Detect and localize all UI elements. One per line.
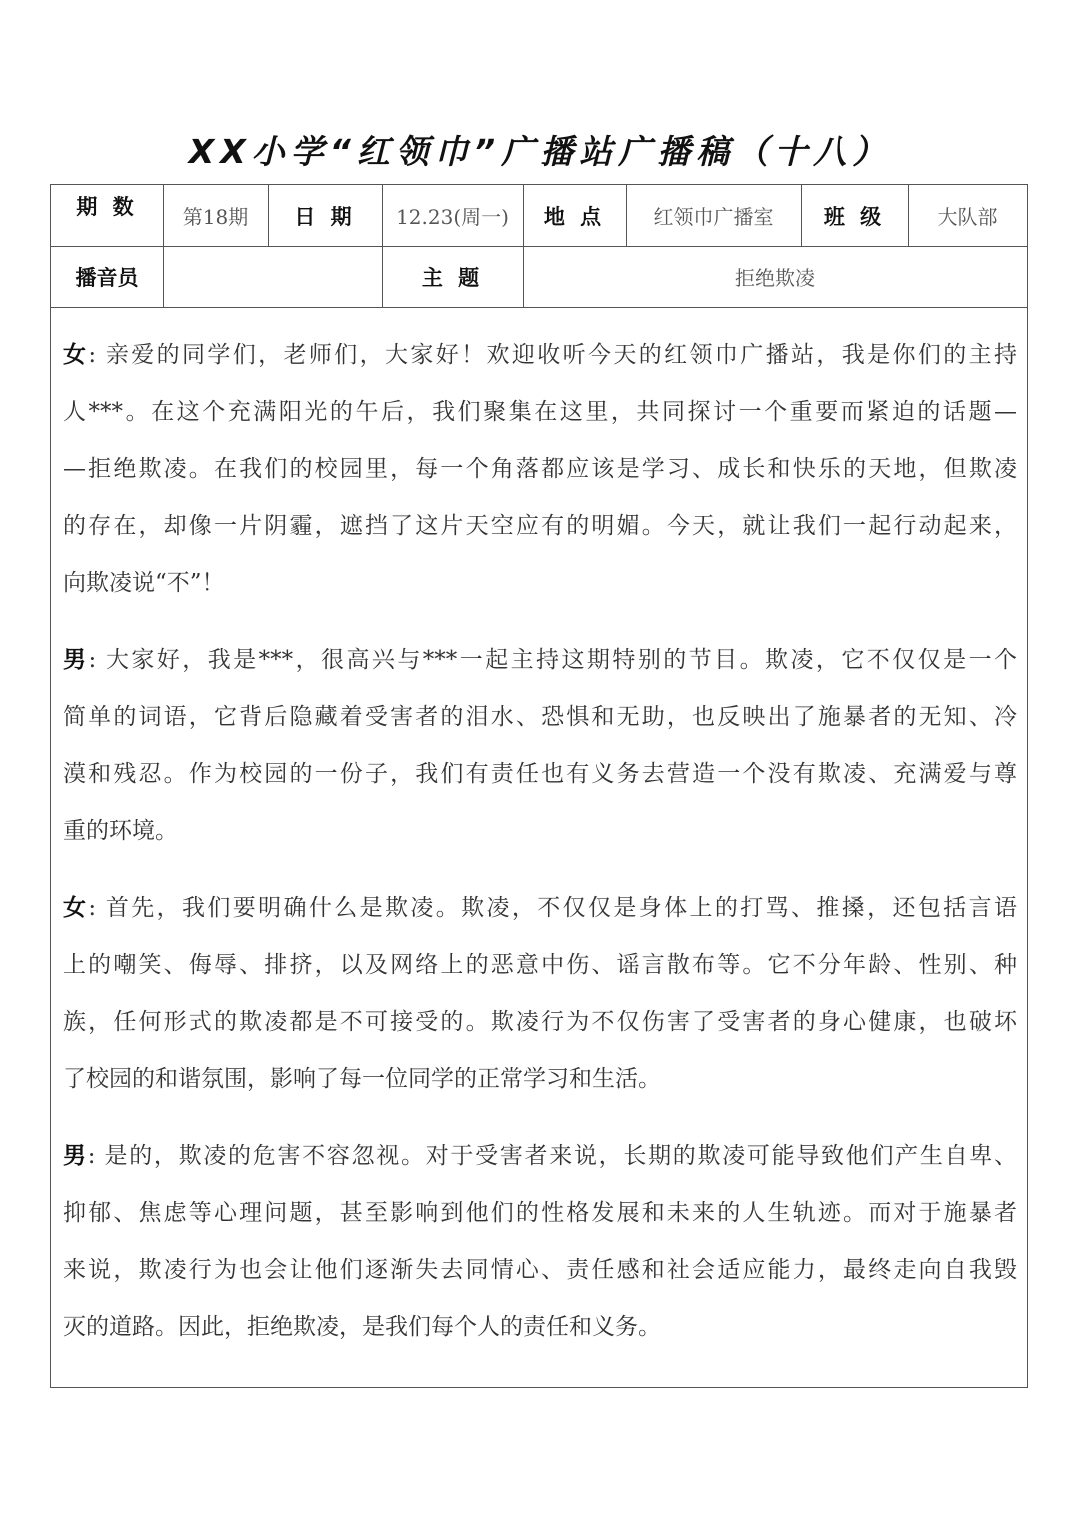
divider xyxy=(268,185,269,246)
date-value: 12.23(周一) xyxy=(396,205,509,229)
paragraph-line xyxy=(63,498,1017,555)
divider xyxy=(626,185,627,246)
class-value: 大队部 xyxy=(937,205,998,229)
class-label: 班 级 xyxy=(823,204,886,229)
paragraph-line xyxy=(63,1185,1017,1242)
line-text: 来说，欺凌行为也会让他们逐渐失去同情心、责任感和社会适应能力，最终走向自我毁 xyxy=(63,1257,1017,1283)
line-text: —拒绝欺凌。在我们的校园里，每一个角落都应该是学习、成长和快乐的天地，但欺凌 xyxy=(63,456,1017,482)
line-text: 亲爱的同学们，老师们，大家好！欢迎收听今天的红领巾广播站，我是你们的主持 xyxy=(105,342,1017,368)
divider xyxy=(51,307,1027,308)
line-text: 抑郁、焦虑等心理问题，甚至影响到他们的性格发展和未来的人生轨迹。而对于施暴者 xyxy=(63,1200,1017,1226)
divider xyxy=(163,185,164,307)
announcer-value xyxy=(163,246,382,307)
line-text: 大家好，我是***，很高兴与***一起主持这期特别的节目。欺凌，它不仅仅是一个 xyxy=(105,647,1017,673)
speaker-separator: : xyxy=(88,342,106,368)
line-text: 重的环境。 xyxy=(63,818,178,844)
line-text: 了校园的和谐氛围，影响了每一位同学的正常学习和生活。 xyxy=(63,1066,661,1092)
paragraph-line xyxy=(63,1128,1017,1185)
line-text: 的存在，却像一片阴霾，遮挡了这片天空应有的明媚。今天，就让我们一起行动起来， xyxy=(63,513,1017,539)
paragraph-line xyxy=(63,803,1017,860)
paragraph-line xyxy=(63,994,1017,1051)
speaker-separator: : xyxy=(88,895,106,921)
document-title: XX小学“红领巾”广播站广播稿（十八） xyxy=(188,132,892,171)
divider xyxy=(908,185,909,246)
line-text: 简单的词语，它背后隐藏着受害者的泪水、恐惧和无助，也反映出了施暴者的无知、冷 xyxy=(63,704,1017,730)
issue-value: 第18期 xyxy=(182,205,249,229)
dialogue-paragraph xyxy=(63,327,1017,612)
paragraph-line xyxy=(63,632,1017,689)
paragraph-line xyxy=(63,384,1017,441)
dialogue-paragraph xyxy=(63,1128,1017,1356)
announcer-label: 播音员 xyxy=(75,265,139,290)
place-label: 地 点 xyxy=(543,204,606,229)
paragraph-line xyxy=(63,746,1017,803)
divider xyxy=(523,185,524,307)
topic-label: 主 题 xyxy=(421,265,484,290)
speaker-separator: : xyxy=(87,1143,105,1169)
paragraph-line xyxy=(63,689,1017,746)
divider xyxy=(382,185,383,307)
place-value: 红领巾广播室 xyxy=(653,205,774,229)
speaker-label: 女 xyxy=(63,342,89,368)
broadcast-form xyxy=(50,184,1028,1388)
line-text: 族，任何形式的欺凌都是不可接受的。欺凌行为不仅伤害了受害者的身心健康，也破坏 xyxy=(63,1009,1017,1035)
paragraph-line xyxy=(63,1242,1017,1299)
dialogue-paragraph xyxy=(63,632,1017,860)
paragraph-line xyxy=(63,1299,1017,1356)
date-label: 日 期 xyxy=(294,204,356,229)
line-text: 灭的道路。因此，拒绝欺凌，是我们每个人的责任和义务。 xyxy=(63,1314,661,1340)
speaker-separator: : xyxy=(88,647,106,673)
paragraph-line xyxy=(63,1051,1017,1108)
paragraph-line xyxy=(63,441,1017,498)
line-text: 是的，欺凌的危害不容忽视。对于受害者来说，长期的欺凌可能导致他们产生自卑、 xyxy=(104,1143,1017,1169)
paragraph-line xyxy=(63,880,1017,937)
paragraph-line xyxy=(63,555,1017,612)
line-text: 向欺凌说“不”！ xyxy=(63,570,225,596)
line-text: 漠和残忍。作为校园的一份子，我们有责任也有义务去营造一个没有欺凌、充满爱与尊 xyxy=(63,761,1017,787)
speaker-label: 男 xyxy=(63,647,89,673)
speaker-label: 男 xyxy=(63,1143,88,1169)
issue-label: 期 数 xyxy=(76,195,138,219)
paragraph-line xyxy=(63,327,1017,384)
line-text: 首先，我们要明确什么是欺凌。欺凌，不仅仅是身体上的打骂、推搡，还包括言语 xyxy=(105,895,1017,921)
script-body xyxy=(63,327,1017,1376)
line-text: 人***。在这个充满阳光的午后，我们聚集在这里，共同探讨一个重要而紧迫的话题— xyxy=(63,399,1017,425)
divider xyxy=(801,185,802,246)
divider xyxy=(51,246,1027,247)
speaker-label: 女 xyxy=(63,895,89,921)
dialogue-paragraph xyxy=(63,880,1017,1108)
line-text: 上的嘲笑、侮辱、排挤，以及网络上的恶意中伤、谣言散布等。它不分年龄、性别、种 xyxy=(63,952,1017,978)
paragraph-line xyxy=(63,937,1017,994)
topic-value: 拒绝欺凌 xyxy=(735,266,815,290)
